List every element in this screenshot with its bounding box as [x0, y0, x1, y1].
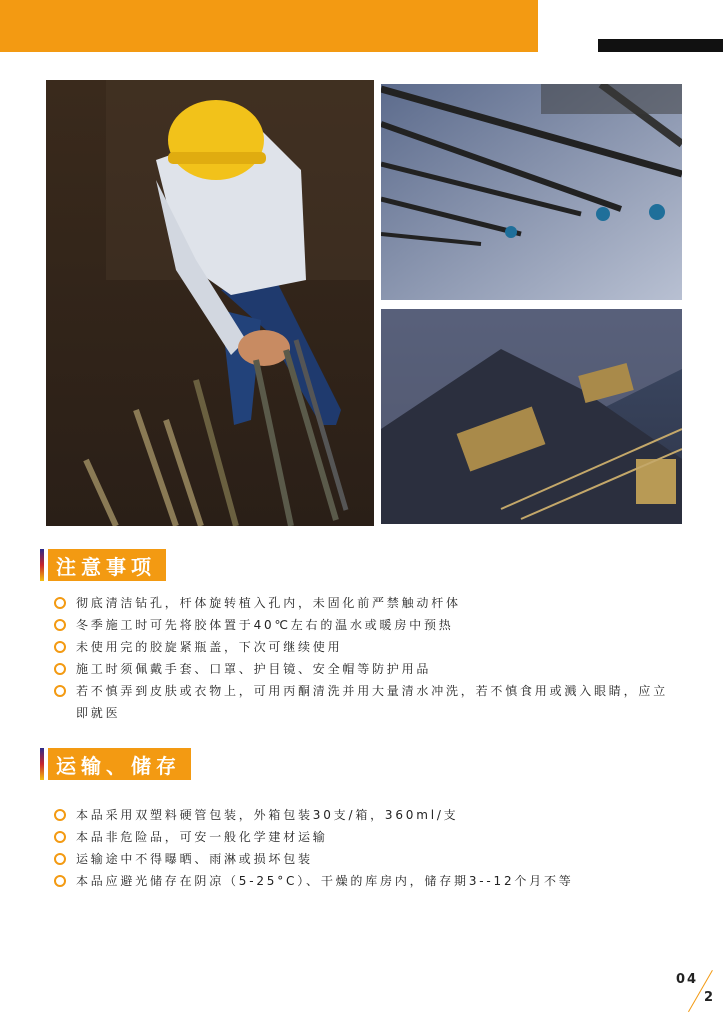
list-item: 施工时须佩戴手套、口罩、护目镜、安全帽等防护用品 — [52, 658, 676, 680]
page-number-main: 04 — [676, 972, 699, 987]
heading-color-bar — [40, 549, 44, 581]
precautions-list — [52, 592, 676, 724]
list-item: 彻底清洁钻孔，杆体旋转植入孔内，未固化前严禁触动杆体 — [52, 592, 676, 614]
bullet-icon — [54, 831, 66, 843]
list-item: 本品非危险品，可安一般化学建材运输 — [52, 826, 574, 848]
list-item: 运输途中不得曝晒、雨淋或损坏包装 — [52, 848, 574, 870]
bullet-icon — [54, 853, 66, 865]
photo-anchor-bolts — [381, 84, 682, 300]
transport-list — [52, 804, 574, 892]
section-heading-precautions — [40, 549, 166, 581]
bullet-icon — [54, 809, 66, 821]
list-item: 冬季施工时可先将胶体置于40℃左右的温水或暖房中预热 — [52, 614, 676, 636]
list-item: 本品应避光储存在阴凉（5-25°C）、干燥的库房内，储存期3--12个月不等 — [52, 870, 574, 892]
page-number — [676, 966, 722, 1018]
section-title-transport: 运输、储存 — [48, 748, 191, 780]
photo-rock-slope — [381, 309, 682, 524]
bullet-icon — [54, 597, 66, 609]
bullet-icon — [54, 875, 66, 887]
list-item: 未使用完的胶旋紧瓶盖，下次可继续使用 — [52, 636, 676, 658]
bullet-icon — [54, 685, 66, 697]
header-black-bar — [598, 39, 723, 52]
section-title-precautions: 注意事项 — [48, 549, 166, 581]
header-orange-bar — [0, 0, 538, 52]
list-item: 若不慎弄到皮肤或衣物上，可用丙酮清洗并用大量清水冲洗，若不慎食用或溅入眼睛，应立即就医 — [52, 680, 676, 724]
page-number-sub: 2 — [704, 990, 714, 1005]
list-item: 本品采用双塑料硬管包装，外箱包装30支/箱，360ml/支 — [52, 804, 574, 826]
bullet-icon — [54, 641, 66, 653]
bullet-icon — [54, 619, 66, 631]
section-heading-transport — [40, 748, 191, 780]
photo-worker — [46, 80, 374, 526]
heading-color-bar — [40, 748, 44, 780]
bullet-icon — [54, 663, 66, 675]
